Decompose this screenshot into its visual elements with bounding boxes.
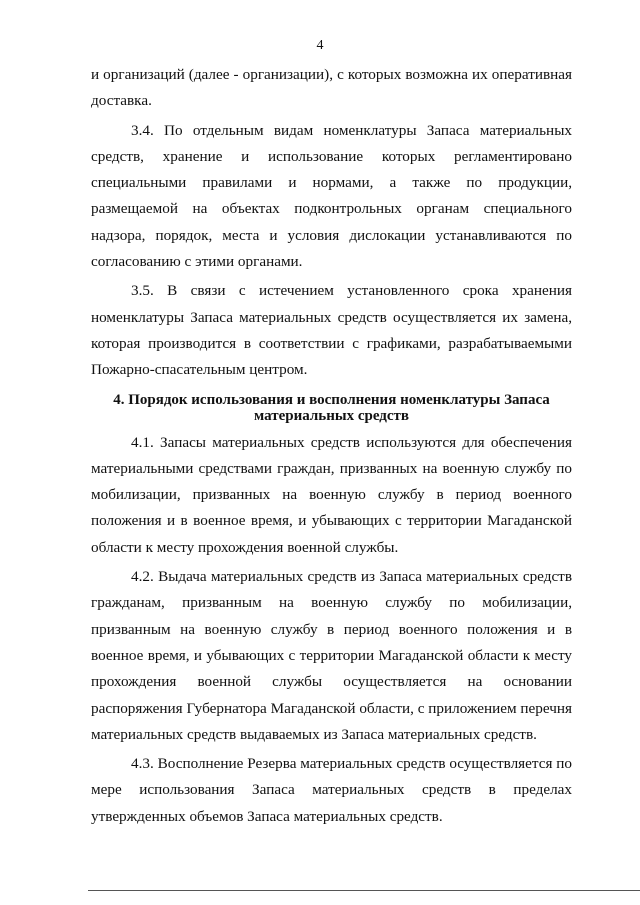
paragraph-3-5: 3.5. В связи с истечением установленного срока хранения номенклатуры Запаса материальных средств осуществляется их замена, которая производится в соответствии с графиками, разрабатываемыми Пожарно-спасательным центром. (91, 282, 572, 379)
document-body (91, 62, 572, 830)
page-bottom-rule (88, 890, 640, 891)
paragraph-4-2: 4.2. Выдача материальных средств из Запаса материальных средств гражданам, призванным на военную службу по мобилизации, призванным на военную службу в период военного положения и в военное время, и убывающих с территории Магаданской области к месту прохождения военной службы осуществляется на основании распоряжения Губернатора Магаданской области, с приложением перечня материальных средств выдаваемых из Запаса материальных средств. (91, 568, 572, 743)
paragraph-4-3: 4.3. Восполнение Резерва материальных средств осуществляется по мере использования Запаса материальных средств в пределах утвержденных объемов Запаса материальных средств. (91, 755, 572, 825)
page-number: 4 (316, 38, 324, 53)
section-heading-4: 4. Порядок использования и восполнения номенклатуры Запаса материальных средств (113, 391, 550, 424)
paragraph-3-4: 3.4. По отдельным видам номенклатуры Запаса материальных средств, хранение и использование которых регламентировано специальными правилами и нормами, а также по продукции, размещаемой на объектах подконтрольных органам специального надзора, порядок, места и условия дислокации устанавливаются по согласованию с этими органами. (91, 121, 572, 271)
paragraph-4-1: 4.1. Запасы материальных средств используются для обеспечения материальными средствами граждан, призванных на военную службу по мобилизации, призванных на военную службу в период военного положения и в военное время, и убывающих с территории Магаданской области к месту прохождения военной службы. (91, 433, 572, 556)
paragraph-continuation: и организаций (далее - организации), с которых возможна их оперативная доставка. (91, 66, 572, 110)
